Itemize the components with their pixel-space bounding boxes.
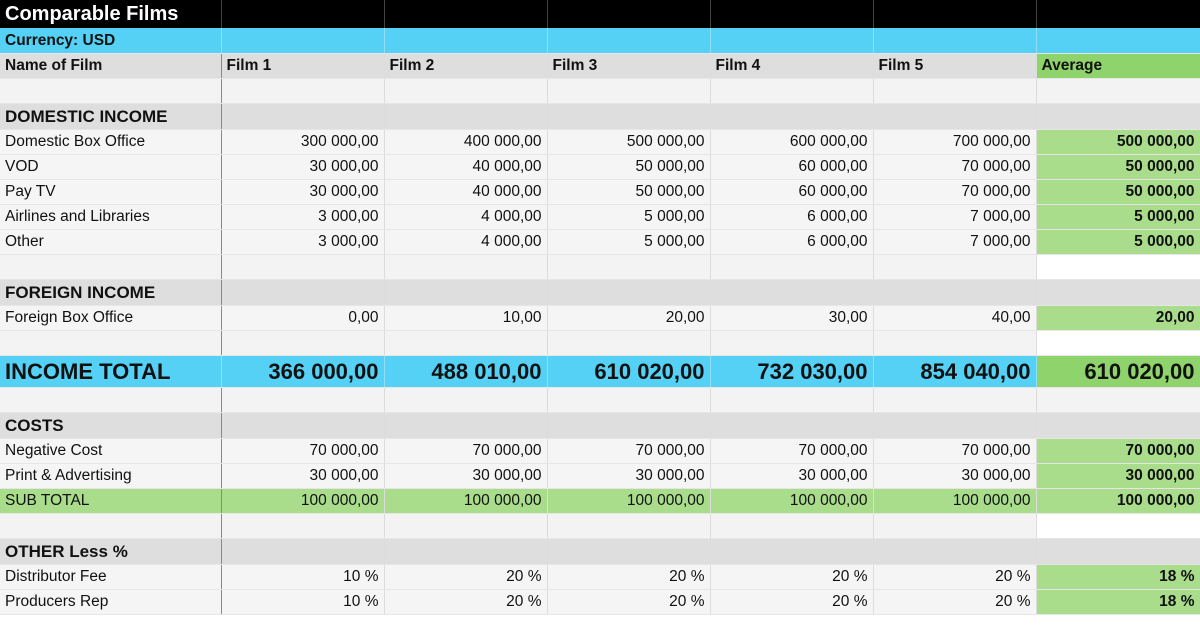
blank-row bbox=[0, 255, 1200, 280]
data-row bbox=[0, 439, 1200, 464]
value-cell[interactable]: 6 000,00 bbox=[710, 230, 873, 255]
cell[interactable] bbox=[221, 514, 384, 539]
subtotal-cell[interactable]: 100 000,00 bbox=[710, 489, 873, 514]
cell[interactable] bbox=[547, 514, 710, 539]
cell[interactable] bbox=[0, 255, 221, 280]
cell[interactable] bbox=[710, 255, 873, 280]
header-label[interactable]: Name of Film bbox=[0, 54, 221, 79]
cell[interactable] bbox=[384, 0, 547, 28]
cell[interactable] bbox=[1036, 539, 1200, 565]
cell[interactable] bbox=[547, 388, 710, 413]
section-heading[interactable]: OTHER Less % bbox=[0, 539, 221, 565]
sheet-title[interactable]: Comparable Films bbox=[0, 0, 221, 28]
value-cell[interactable]: 10 % bbox=[221, 590, 384, 615]
title-row bbox=[0, 0, 1200, 28]
header-film-2[interactable]: Film 2 bbox=[384, 54, 547, 79]
value-cell[interactable]: 5 000,00 bbox=[547, 205, 710, 230]
cell[interactable] bbox=[873, 79, 1036, 104]
cell[interactable] bbox=[221, 539, 384, 565]
subtotal-cell[interactable]: 100 000,00 bbox=[384, 489, 547, 514]
cell[interactable] bbox=[221, 79, 384, 104]
cell[interactable] bbox=[873, 28, 1036, 54]
cell[interactable] bbox=[1036, 280, 1200, 306]
cell[interactable] bbox=[1036, 388, 1200, 413]
value-cell[interactable]: 3 000,00 bbox=[221, 205, 384, 230]
row-label[interactable]: Negative Cost bbox=[0, 439, 221, 464]
data-row bbox=[0, 205, 1200, 230]
value-cell[interactable]: 20 % bbox=[710, 590, 873, 615]
value-cell[interactable]: 70 000,00 bbox=[873, 180, 1036, 205]
value-cell[interactable]: 30 000,00 bbox=[384, 464, 547, 489]
cell[interactable] bbox=[384, 388, 547, 413]
row-label[interactable]: VOD bbox=[0, 155, 221, 180]
data-row bbox=[0, 230, 1200, 255]
data-row bbox=[0, 565, 1200, 590]
subtotal-label[interactable]: SUB TOTAL bbox=[0, 489, 221, 514]
section-heading[interactable]: DOMESTIC INCOME bbox=[0, 104, 221, 130]
cell[interactable] bbox=[547, 539, 710, 565]
cell[interactable] bbox=[873, 388, 1036, 413]
value-cell[interactable]: 20 % bbox=[547, 565, 710, 590]
value-cell[interactable]: 0,00 bbox=[221, 306, 384, 331]
section-row bbox=[0, 280, 1200, 306]
subtotal-average-cell[interactable]: 100 000,00 bbox=[1036, 489, 1200, 514]
total-cell[interactable]: 732 030,00 bbox=[710, 356, 873, 388]
value-cell[interactable]: 10 % bbox=[221, 565, 384, 590]
value-cell[interactable]: 30 000,00 bbox=[221, 155, 384, 180]
subtotal-cell[interactable]: 100 000,00 bbox=[873, 489, 1036, 514]
value-cell[interactable]: 500 000,00 bbox=[547, 130, 710, 155]
cell[interactable] bbox=[384, 539, 547, 565]
cell[interactable] bbox=[873, 0, 1036, 28]
cell[interactable] bbox=[384, 79, 547, 104]
row-label[interactable]: Producers Rep bbox=[0, 590, 221, 615]
cell[interactable] bbox=[1036, 331, 1200, 356]
value-cell[interactable]: 70 000,00 bbox=[221, 439, 384, 464]
value-cell[interactable]: 70 000,00 bbox=[710, 439, 873, 464]
header-average[interactable]: Average bbox=[1036, 54, 1200, 79]
row-label[interactable]: Distributor Fee bbox=[0, 565, 221, 590]
average-cell[interactable]: 5 000,00 bbox=[1036, 205, 1200, 230]
cell[interactable] bbox=[710, 331, 873, 356]
header-row bbox=[0, 54, 1200, 79]
value-cell[interactable]: 50 000,00 bbox=[547, 180, 710, 205]
average-cell[interactable]: 20,00 bbox=[1036, 306, 1200, 331]
cell[interactable] bbox=[547, 28, 710, 54]
data-row bbox=[0, 130, 1200, 155]
cell[interactable] bbox=[547, 79, 710, 104]
total-cell[interactable]: 488 010,00 bbox=[384, 356, 547, 388]
row-label[interactable]: Pay TV bbox=[0, 180, 221, 205]
data-row bbox=[0, 180, 1200, 205]
header-film-3[interactable]: Film 3 bbox=[547, 54, 710, 79]
data-row bbox=[0, 306, 1200, 331]
currency-label[interactable]: Currency: USD bbox=[0, 28, 221, 54]
value-cell[interactable]: 40 000,00 bbox=[384, 155, 547, 180]
blank-row bbox=[0, 388, 1200, 413]
cell[interactable] bbox=[710, 388, 873, 413]
value-cell[interactable]: 10,00 bbox=[384, 306, 547, 331]
value-cell[interactable]: 60 000,00 bbox=[710, 155, 873, 180]
average-cell[interactable]: 18 % bbox=[1036, 590, 1200, 615]
section-heading[interactable]: COSTS bbox=[0, 413, 221, 439]
value-cell[interactable]: 20 % bbox=[384, 565, 547, 590]
cell[interactable] bbox=[1036, 255, 1200, 280]
currency-row bbox=[0, 28, 1200, 54]
value-cell[interactable]: 30,00 bbox=[710, 306, 873, 331]
cell[interactable] bbox=[384, 280, 547, 306]
cell[interactable] bbox=[547, 280, 710, 306]
section-row bbox=[0, 104, 1200, 130]
value-cell[interactable]: 3 000,00 bbox=[221, 230, 384, 255]
row-label[interactable]: Other bbox=[0, 230, 221, 255]
cell[interactable] bbox=[384, 413, 547, 439]
cell[interactable] bbox=[547, 413, 710, 439]
cell[interactable] bbox=[384, 514, 547, 539]
cell[interactable] bbox=[0, 79, 221, 104]
cell[interactable] bbox=[547, 104, 710, 130]
value-cell[interactable]: 7 000,00 bbox=[873, 205, 1036, 230]
value-cell[interactable]: 20,00 bbox=[547, 306, 710, 331]
value-cell[interactable]: 300 000,00 bbox=[221, 130, 384, 155]
value-cell[interactable]: 30 000,00 bbox=[873, 464, 1036, 489]
average-cell[interactable]: 70 000,00 bbox=[1036, 439, 1200, 464]
cell[interactable] bbox=[0, 388, 221, 413]
cell[interactable] bbox=[547, 255, 710, 280]
cell[interactable] bbox=[384, 331, 547, 356]
row-label[interactable]: Foreign Box Office bbox=[0, 306, 221, 331]
total-average-cell[interactable]: 610 020,00 bbox=[1036, 356, 1200, 388]
value-cell[interactable]: 4 000,00 bbox=[384, 205, 547, 230]
value-cell[interactable]: 20 % bbox=[547, 590, 710, 615]
average-cell[interactable]: 5 000,00 bbox=[1036, 230, 1200, 255]
cell[interactable] bbox=[221, 28, 384, 54]
data-row bbox=[0, 155, 1200, 180]
cell[interactable] bbox=[0, 331, 221, 356]
section-row bbox=[0, 413, 1200, 439]
cell[interactable] bbox=[710, 280, 873, 306]
cell[interactable] bbox=[221, 331, 384, 356]
value-cell[interactable]: 70 000,00 bbox=[873, 155, 1036, 180]
cell[interactable] bbox=[873, 331, 1036, 356]
cell[interactable] bbox=[873, 514, 1036, 539]
value-cell[interactable]: 40,00 bbox=[873, 306, 1036, 331]
cell[interactable] bbox=[710, 79, 873, 104]
subtotal-cell[interactable]: 100 000,00 bbox=[547, 489, 710, 514]
cell[interactable] bbox=[873, 104, 1036, 130]
average-cell[interactable]: 30 000,00 bbox=[1036, 464, 1200, 489]
cell[interactable] bbox=[1036, 413, 1200, 439]
total-cell[interactable]: 610 020,00 bbox=[547, 356, 710, 388]
value-cell[interactable]: 5 000,00 bbox=[547, 230, 710, 255]
cell[interactable] bbox=[710, 413, 873, 439]
value-cell[interactable]: 60 000,00 bbox=[710, 180, 873, 205]
value-cell[interactable]: 70 000,00 bbox=[873, 439, 1036, 464]
cell[interactable] bbox=[873, 413, 1036, 439]
value-cell[interactable]: 20 % bbox=[873, 565, 1036, 590]
cell[interactable] bbox=[0, 514, 221, 539]
section-heading[interactable]: FOREIGN INCOME bbox=[0, 280, 221, 306]
average-cell[interactable]: 500 000,00 bbox=[1036, 130, 1200, 155]
cell[interactable] bbox=[221, 0, 384, 28]
cell[interactable] bbox=[221, 255, 384, 280]
cell[interactable] bbox=[873, 255, 1036, 280]
cell[interactable] bbox=[1036, 514, 1200, 539]
income-total-row bbox=[0, 356, 1200, 388]
cell[interactable] bbox=[710, 0, 873, 28]
cell[interactable] bbox=[384, 104, 547, 130]
cell[interactable] bbox=[1036, 0, 1200, 28]
row-label[interactable]: Domestic Box Office bbox=[0, 130, 221, 155]
cell[interactable] bbox=[384, 255, 547, 280]
value-cell[interactable]: 20 % bbox=[384, 590, 547, 615]
average-cell[interactable]: 18 % bbox=[1036, 565, 1200, 590]
total-cell[interactable]: 854 040,00 bbox=[873, 356, 1036, 388]
cell[interactable] bbox=[384, 28, 547, 54]
income-total-label[interactable]: INCOME TOTAL bbox=[0, 356, 221, 388]
value-cell[interactable]: 40 000,00 bbox=[384, 180, 547, 205]
value-cell[interactable]: 30 000,00 bbox=[221, 464, 384, 489]
row-label[interactable]: Print & Advertising bbox=[0, 464, 221, 489]
data-row bbox=[0, 590, 1200, 615]
value-cell[interactable]: 70 000,00 bbox=[547, 439, 710, 464]
cell[interactable] bbox=[710, 514, 873, 539]
value-cell[interactable]: 30 000,00 bbox=[547, 464, 710, 489]
value-cell[interactable]: 20 % bbox=[873, 590, 1036, 615]
row-label[interactable]: Airlines and Libraries bbox=[0, 205, 221, 230]
cell[interactable] bbox=[710, 539, 873, 565]
cell[interactable] bbox=[1036, 79, 1200, 104]
cell[interactable] bbox=[221, 388, 384, 413]
blank-row bbox=[0, 79, 1200, 104]
cell[interactable] bbox=[1036, 28, 1200, 54]
value-cell[interactable]: 70 000,00 bbox=[384, 439, 547, 464]
cell[interactable] bbox=[710, 28, 873, 54]
header-film-1[interactable]: Film 1 bbox=[221, 54, 384, 79]
cell[interactable] bbox=[221, 104, 384, 130]
value-cell[interactable]: 400 000,00 bbox=[384, 130, 547, 155]
average-cell[interactable]: 50 000,00 bbox=[1036, 180, 1200, 205]
header-film-5[interactable]: Film 5 bbox=[873, 54, 1036, 79]
value-cell[interactable]: 30 000,00 bbox=[710, 464, 873, 489]
value-cell[interactable]: 50 000,00 bbox=[547, 155, 710, 180]
value-cell[interactable]: 4 000,00 bbox=[384, 230, 547, 255]
cell[interactable] bbox=[547, 0, 710, 28]
subtotal-cell[interactable]: 100 000,00 bbox=[221, 489, 384, 514]
value-cell[interactable]: 30 000,00 bbox=[221, 180, 384, 205]
data-row bbox=[0, 464, 1200, 489]
cell[interactable] bbox=[1036, 104, 1200, 130]
blank-row bbox=[0, 331, 1200, 356]
value-cell[interactable]: 7 000,00 bbox=[873, 230, 1036, 255]
section-row bbox=[0, 539, 1200, 565]
header-film-4[interactable]: Film 4 bbox=[710, 54, 873, 79]
cell[interactable] bbox=[873, 280, 1036, 306]
cell[interactable] bbox=[221, 280, 384, 306]
value-cell[interactable]: 20 % bbox=[710, 565, 873, 590]
cell[interactable] bbox=[547, 331, 710, 356]
value-cell[interactable]: 700 000,00 bbox=[873, 130, 1036, 155]
total-cell[interactable]: 366 000,00 bbox=[221, 356, 384, 388]
cell[interactable] bbox=[710, 104, 873, 130]
cell[interactable] bbox=[221, 413, 384, 439]
value-cell[interactable]: 6 000,00 bbox=[710, 205, 873, 230]
blank-row bbox=[0, 514, 1200, 539]
subtotal-row bbox=[0, 489, 1200, 514]
average-cell[interactable]: 50 000,00 bbox=[1036, 155, 1200, 180]
value-cell[interactable]: 600 000,00 bbox=[710, 130, 873, 155]
cell[interactable] bbox=[873, 539, 1036, 565]
